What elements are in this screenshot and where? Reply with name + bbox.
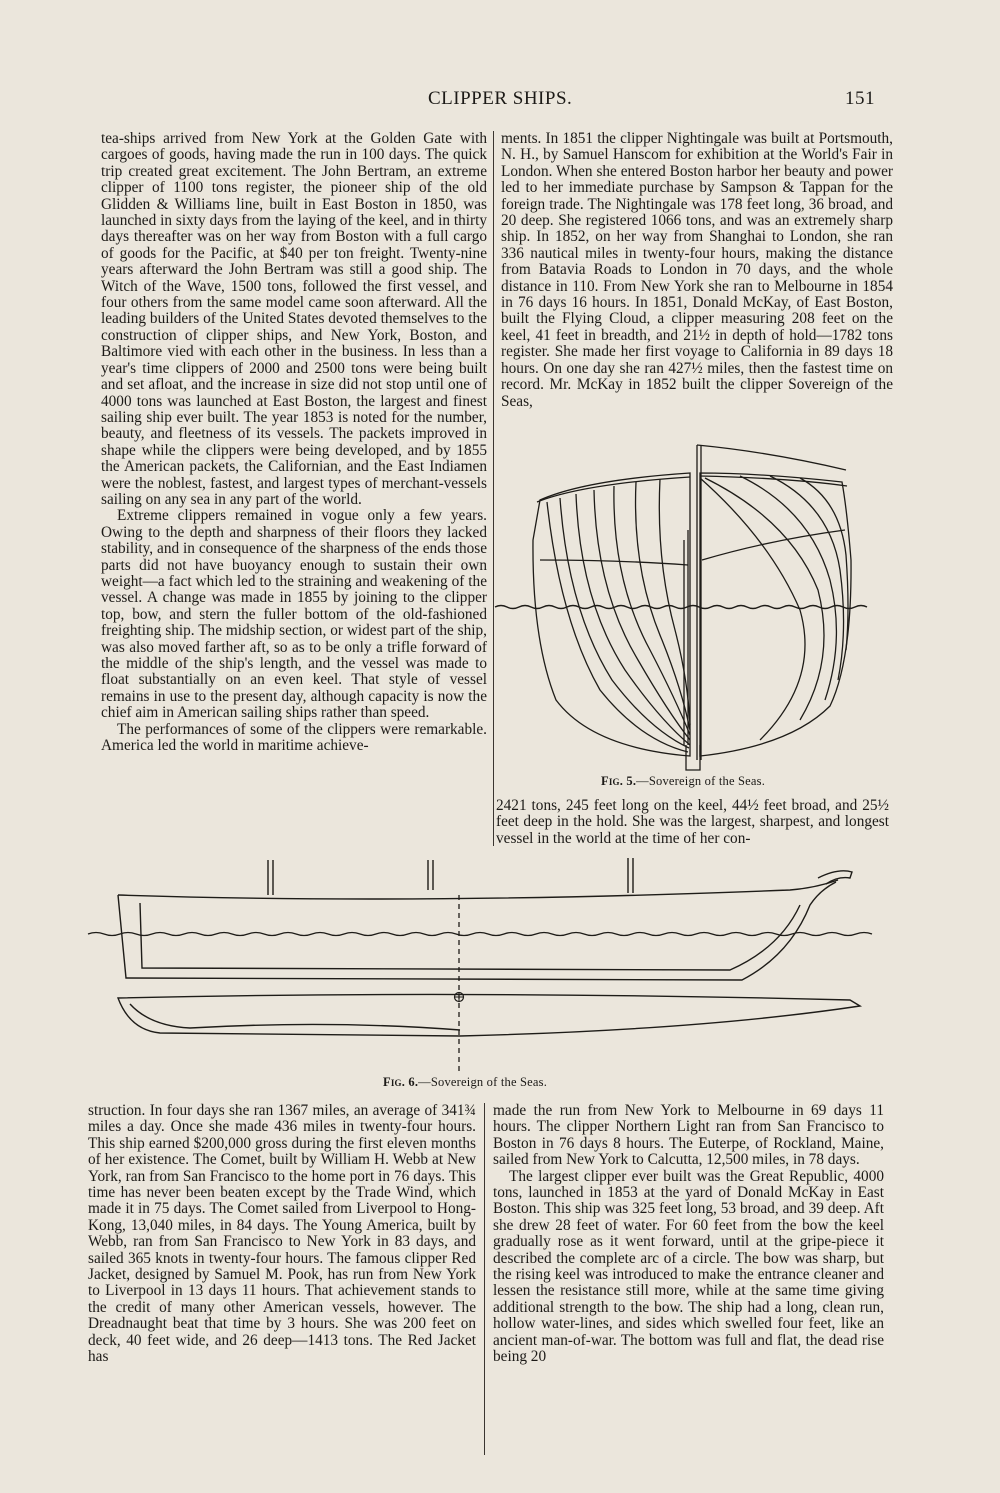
column-bottom-left bbox=[88, 1103, 476, 1366]
paragraph: struction. In four days she ran 1367 miles, an average of 341¾ miles a day. Once she made 436 miles in twenty-four hours. This ship earned $200,000 gross during the first eleven months of her existence. The Comet, built by William H. Webb at New York, ran from San Francisco to the home port in 76 days. This time has never been beaten except by the Trade Wind, which made it in 75 days. The Comet sailed from Liverpool to Hong-Kong, 13,040 miles, in 84 days. The Young America, built by Webb, ran from San Francisco to New York in 83 days, and sailed 365 knots in twenty-four hours. The famous clipper Red Jacket, designed by Samuel M. Pook, has run from New York to Liverpool in 13 days 11 hours. That achievement stands to the credit of many other American vessels, however. The Dreadnaught beat that time by 3 hours. She was 200 feet on deck, 40 feet wide, and 26 deep—1413 tons. The Red Jacket has bbox=[88, 1102, 476, 1366]
column-top-right-upper bbox=[501, 131, 893, 410]
fig5-caption bbox=[601, 774, 765, 789]
fig6-label: Fig. 6. bbox=[383, 1075, 419, 1089]
paragraph: The performances of some of the clippers were remarkable. America led the world in maritime achieve- bbox=[101, 720, 487, 755]
column-top-left bbox=[101, 131, 487, 754]
fig5-body-plan-drawing bbox=[490, 440, 890, 760]
waterline bbox=[88, 933, 872, 936]
running-head bbox=[0, 88, 1000, 114]
paragraph: made the run from New York to Melbourne in 69 days 11 hours. The clipper Northern Light ran from San Francisco to Boston in 76 days 8 hours. The Euterpe, of Rockland, Maine, sailed from New York to Calcutta, 12,500 miles, in 78 days. bbox=[493, 1102, 884, 1169]
page-number: 151 bbox=[845, 88, 875, 109]
running-title: CLIPPER SHIPS. bbox=[428, 88, 573, 109]
paragraph: Extreme clippers remained in vogue only a few years. Owing to the depth and sharpness of their floors they lacked stability, and in consequence of the sharpness of the ends those parts did not have buoyancy enough to sustain their own weight—a fact which led to the straining and weakening of the vessel. A change was made in 1855 by joining to the clipper top, bow, and stern the fuller bottom of the old-fashioned freighting ship. The midship section, or widest part of the ship, was also moved farther aft, so as to be only a trifle forward of the middle of the ship's length, and the vessel was made to float substantially on an even keel. That style of vessel remains in use to the present day, although capacity is now the chief aim in American sailing ships rather than speed. bbox=[101, 507, 487, 722]
fig6-caption bbox=[383, 1075, 547, 1090]
column-bottom-right bbox=[493, 1103, 884, 1366]
paragraph: 2421 tons, 245 feet long on the keel, 44½ feet broad, and 25½ feet deep in the hold. She was the largest, sharpest, and longest vessel in the world at the time of her con- bbox=[496, 797, 889, 847]
column-divider bbox=[484, 1103, 485, 1455]
fig5-title: —Sovereign of the Seas. bbox=[636, 774, 766, 788]
fig5-label: Fig. 5. bbox=[601, 774, 637, 788]
paragraph: The largest clipper ever built was the Great Republic, 4000 tons, launched in 1853 at the yard of Donald McKay in East Boston. This ship was 325 feet long, 53 broad, and 39 deep. Aft she drew 28 feet of water. For 60 feet from the bow the keel gradually rose as it went forward, until at the gripe-piece it described the complete arc of a circle. The bow was sharp, but the rising keel was introduced to make the entrance cleaner and lessen the resistance still more, while at the same time giving additional strength to the bow. The ship had a long, clean run, hollow water-lines, and sides which swelled four feet, like an ancient man-of-war. The bottom was full and flat, the dead rise being 20 bbox=[493, 1167, 884, 1366]
paragraph: ments. In 1851 the clipper Nightingale was built at Portsmouth, N. H., by Samuel Hanscom for exhibition at the World's Fair in London. When she entered Boston harbor her beauty and power led to her immediate purchase by Sampson & Tappan for the foreign trade. The Nightingale was 178 feet long, 36 broad, and 20 deep. She registered 1066 tons, and was an extremely sharp ship. In 1852, on her way from Shanghai to London, she ran 336 nautical miles in twenty-four hours, making the distance from Batavia Roads to London in 70 days, and the whole distance in 110. From New York she ran to Melbourne in 1854 in 76 days 16 hours. In 1851, Donald McKay, of East Boston, built the Flying Cloud, a clipper measuring 208 feet on the keel, 41 feet in breadth, and 21½ in depth of hold—1782 tons register. She made her first voyage to California in 89 days 18 hours. On one day she ran 427½ miles, then the fastest time on record. Mr. McKay in 1852 built the clipper Sovereign of the Seas, bbox=[501, 130, 893, 410]
fig6-sheer-plan-drawing bbox=[85, 855, 895, 1075]
paragraph: tea-ships arrived from New York at the Golden Gate with cargoes of goods, having made the run in 100 days. The quick trip created great excitement. The John Bertram, an extreme clipper of 1100 tons register, the pioneer ship of the old Glidden & Williams line, built in East Boston in 1850, was launched in sixty days from the laying of the keel, and in thirty days thereafter was on her way from Boston with a full cargo of goods for the Pacific, at $40 per ton freight. Twenty-nine years afterward the John Bertram was still a good ship. The Witch of the Wave, 1500 tons, followed the first vessel, and four others from the same model came soon afterward. All the leading builders of the United States devoted themselves to the construction of clipper ships, and New York, Boston, and Baltimore vied with each other in the business. In less than a year's time clippers of 2000 and 2500 tons were being built and set afloat, and the increase in size did not stop until one of 4000 tons was launched at East Boston, the largest and finest sailing ship ever built. The year 1853 is noted for the number, beauty, and fleetness of its vessels. The packets improved in shape while the clippers were being developed, and by 1855 the American packets, the Californian, and the East Indiamen were the noblest, fastest, and largest types of merchant-vessels sailing on any sea in any part of the world. bbox=[101, 130, 487, 508]
column-top-right-lower bbox=[496, 798, 889, 847]
waterline bbox=[495, 606, 867, 609]
fig6-title: —Sovereign of the Seas. bbox=[418, 1075, 548, 1089]
